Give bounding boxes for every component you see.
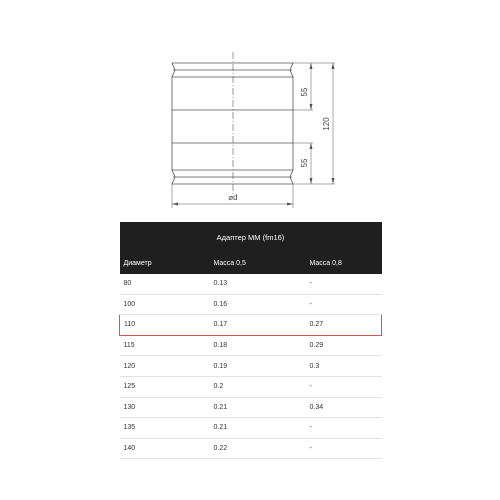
header-mass-08: Масса 0,8 <box>306 252 382 274</box>
table-row <box>120 438 382 459</box>
cell-mass-05: 0.21 <box>210 418 306 439</box>
dim-lower-label: 55 <box>300 158 309 168</box>
cell-mass-05: 0.22 <box>210 438 306 459</box>
cell-mass-08: - <box>306 376 382 397</box>
cell-mass-08: - <box>306 418 382 439</box>
cell-mass-08: - <box>306 438 382 459</box>
cell-diameter: 115 <box>120 335 210 356</box>
cell-mass-08: - <box>306 294 382 315</box>
table-row <box>120 356 382 377</box>
table-row <box>120 376 382 397</box>
header-mass-05: Масса 0,5 <box>210 252 306 274</box>
cell-diameter: 120 <box>120 356 210 377</box>
cell-diameter: 100 <box>120 294 210 315</box>
dim-upper-label: 55 <box>300 87 309 97</box>
cell-diameter: 80 <box>120 274 210 294</box>
cell-mass-08: 0.34 <box>306 397 382 418</box>
cell-diameter: 130 <box>120 397 210 418</box>
cell-mass-05: 0.13 <box>210 274 306 294</box>
table-row-highlighted <box>120 315 382 336</box>
table-row <box>120 294 382 315</box>
table-row <box>120 335 382 356</box>
adapter-drawing <box>0 0 500 215</box>
table-title-row <box>120 222 382 252</box>
cell-diameter: 125 <box>120 376 210 397</box>
header-diameter: Диаметр <box>120 252 210 274</box>
cell-mass-05: 0.19 <box>210 356 306 377</box>
table-header-row <box>120 252 382 274</box>
cell-mass-08: 0.3 <box>306 356 382 377</box>
table-title: Адаптер ММ (fm16) <box>120 222 382 252</box>
cell-mass-05: 0.2 <box>210 376 306 397</box>
cell-diameter: 140 <box>120 438 210 459</box>
dim-diameter-label: ⌀d <box>228 193 238 202</box>
specification-table <box>119 222 382 459</box>
table-row <box>120 418 382 439</box>
cell-diameter: 135 <box>120 418 210 439</box>
dim-total-label: 120 <box>322 117 331 131</box>
cell-mass-05: 0.17 <box>210 315 306 336</box>
cell-mass-08: 0.29 <box>306 335 382 356</box>
table-row <box>120 274 382 294</box>
cell-mass-05: 0.18 <box>210 335 306 356</box>
table-row <box>120 397 382 418</box>
cell-mass-05: 0.16 <box>210 294 306 315</box>
cell-diameter: 110 <box>120 315 210 336</box>
cell-mass-08: 0.27 <box>306 315 382 336</box>
cell-mass-05: 0.21 <box>210 397 306 418</box>
cell-mass-08: - <box>306 274 382 294</box>
